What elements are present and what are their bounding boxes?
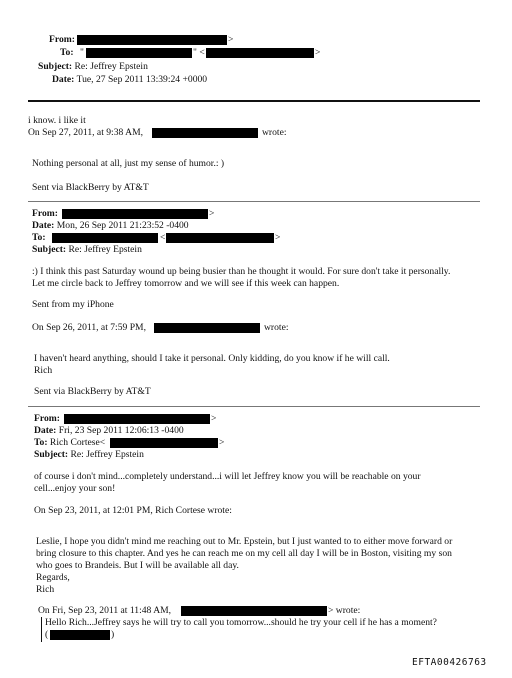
redaction-block (62, 209, 208, 219)
attribution-text: On Fri, Sep 23, 2011 at 11:48 AM, (38, 605, 172, 616)
date-value: Fri, 23 Sep 2011 12:06:13 -0400 (58, 425, 184, 436)
body-text: cell...enjoy your son! (34, 483, 116, 494)
wrote-text: wrote: (264, 322, 289, 333)
to-value: Rich Cortese< (49, 437, 106, 448)
subject-value: Re: Jeffrey Epstein (68, 244, 142, 255)
date-line (32, 220, 189, 232)
paren-close: ) (111, 629, 115, 640)
to-label: To: (34, 437, 48, 448)
bates-number: EFTA00426763 (412, 657, 487, 668)
to-quote: " (80, 47, 84, 58)
signature: Sent via BlackBerry by AT&T (32, 182, 149, 193)
to-label: To: (32, 232, 46, 243)
subject-line (38, 61, 148, 73)
attribution-text: On Sep 26, 2011, at 7:59 PM, (32, 322, 146, 333)
to-quote-close: " < (193, 47, 205, 58)
quoted-text: Rich (36, 584, 55, 595)
body-text: Let me circle back to Jeffrey tomorrow and we will see if this week can happen. (32, 278, 340, 289)
wrote-text: > wrote: (328, 605, 361, 616)
angle-bracket: > (209, 208, 215, 219)
message-divider (28, 201, 480, 202)
attribution-text: On Sep 27, 2011, at 9:38 AM, (28, 127, 144, 138)
date-line (34, 425, 184, 437)
date-value: Tue, 27 Sep 2011 13:39:24 +0000 (76, 74, 208, 85)
subject-value: Re: Jeffrey Epstein (70, 449, 144, 460)
redaction-block (110, 438, 218, 448)
from-label: From: (32, 208, 58, 219)
from-label: From: (34, 413, 60, 424)
quoted-text: Nothing personal at all, just my sense of humor.: ) (32, 158, 225, 169)
signature: Sent from my iPhone (32, 299, 114, 310)
quoted-text: Hello Rich...Jeffrey says he will try to call you tomorrow...should he try your cell if he has a moment? (45, 617, 437, 628)
from-label: From: (49, 34, 75, 45)
to-line (34, 437, 105, 449)
attribution-text: On Sep 23, 2011, at 12:01 PM, Rich Cortese wrote: (34, 505, 232, 516)
subject-value: Re: Jeffrey Epstein (74, 61, 148, 72)
attribution-line (28, 127, 143, 139)
angle-bracket: > (315, 47, 321, 58)
redaction-block (77, 35, 227, 45)
to-label: To: (60, 47, 74, 58)
subject-line (34, 449, 144, 461)
date-label: Date: (52, 74, 75, 85)
subject-label: Subject: (32, 244, 67, 255)
redaction-block (166, 233, 274, 243)
header-divider (28, 100, 480, 102)
date-label: Date: (34, 425, 57, 436)
paren-open: ( (45, 629, 49, 640)
quoted-text: who goes to Brandeis. But I will be available all day. (36, 560, 239, 571)
angle-bracket: > (228, 34, 234, 45)
angle-bracket-open: < (160, 232, 166, 243)
redaction-block (86, 48, 192, 58)
angle-bracket: > (211, 413, 217, 424)
reply-text: i know. i like it (28, 115, 86, 126)
wrote-text: wrote: (262, 127, 287, 138)
angle-bracket: > (275, 232, 281, 243)
quoted-text: Leslie, I hope you didn't mind me reaching out to Mr. Epstein, but I just wanted to to either move forward or (36, 536, 453, 547)
redaction-block (64, 414, 210, 424)
subject-line (32, 244, 142, 256)
subject-label: Subject: (34, 449, 69, 460)
date-value: Mon, 26 Sep 2011 21:23:52 -0400 (56, 220, 189, 231)
body-text: of course i don't mind...completely understand...i will let Jeffrey know you will be reachable on your (34, 471, 421, 482)
signature: Sent via BlackBerry by AT&T (34, 386, 151, 397)
redaction-block (50, 630, 110, 640)
message-divider (28, 406, 480, 407)
redaction-block (154, 323, 260, 333)
date-label: Date: (32, 220, 55, 231)
date-line (52, 74, 207, 86)
angle-bracket: > (219, 437, 225, 448)
quoted-text: bring closure to this chapter. And yes he can reach me on my cell all day I will be in Boston, visiting my son (36, 548, 452, 559)
subject-label: Subject: (38, 61, 73, 72)
redaction-block (181, 606, 327, 616)
quoted-text: Regards, (36, 572, 70, 583)
quoted-text: Rich (34, 365, 53, 376)
redaction-block (152, 128, 258, 138)
quote-bar (41, 617, 42, 642)
quoted-text: I haven't heard anything, should I take it personal. Only kidding, do you know if he will call. (34, 353, 390, 364)
redaction-block (52, 233, 158, 243)
redaction-block (206, 48, 314, 58)
body-text: :) I think this past Saturday wound up being busier than he thought it would. For sure don't take it personally. (32, 266, 451, 277)
